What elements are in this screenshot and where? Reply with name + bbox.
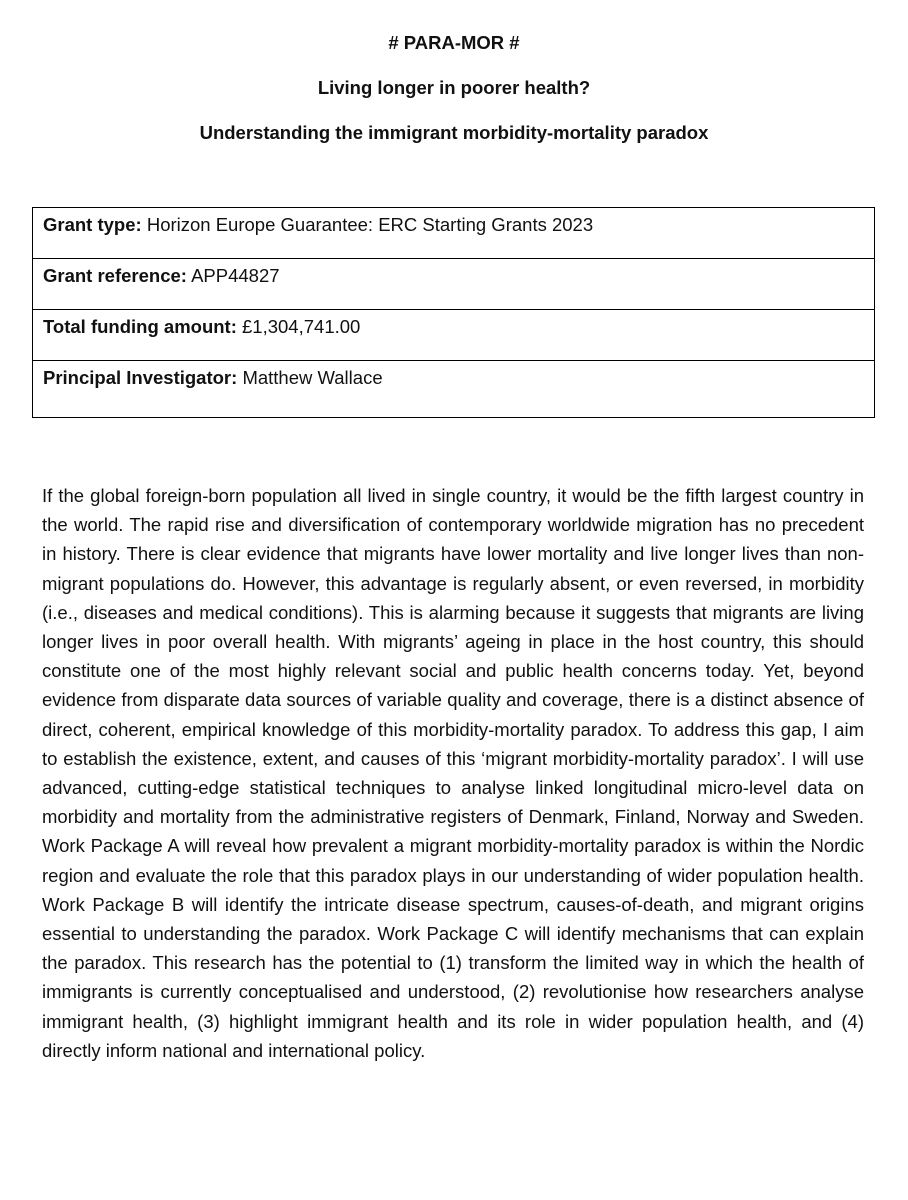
grant-type-value: Horizon Europe Guarantee: ERC Starting Grants 2023 [146, 214, 594, 235]
total-funding-row [33, 310, 875, 361]
total-funding-label: Total funding amount: [43, 316, 237, 337]
document-title: Living longer in poorer health? [317, 77, 591, 98]
abstract-paragraph: If the global foreign-born population all lived in single country, it would be the fifth largest country in the world. The rapid rise and diversification of contemporary worldwide migration has no precedent in history. There is clear evidence that migrants have lower mortality and live longer lives than non-migrant populations do. However, this advantage is regularly absent, or even reversed, in morbidity (i.e., diseases and medical conditions). This is alarming because it suggests that migrants are living longer lives in poor overall health. With migrants’ ageing in place in the host country, this should constitute one of the most highly relevant social and public health concerns today. Yet, beyond evidence from disparate data sources of variable quality and coverage, there is a distinct absence of direct, coherent, empirical knowledge of this morbidity-mortality paradox. To address this gap, I aim to establish the existence, extent, and causes of this ‘migrant morbidity-mortality paradox’. I will use advanced, cutting-edge statistical techniques to analyse linked longitudinal micro-level data on morbidity and mortality from the administrative registers of Denmark, Finland, Norway and Sweden. Work Package A will reveal how prevalent a migrant morbidity-mortality paradox is within the Nordic region and evaluate the role that this paradox plays in our understanding of wider population health. Work Package B will identify the intricate disease spectrum, causes-of-death, and migrant origins essential to understanding the paradox. Work Package C will identify mechanisms that can explain the paradox. This research has the potential to (1) transform the limited way in which the health of immigrants is currently conceptualised and understood, (2) revolutionise how researchers analyse immigrant health, (3) highlight immigrant health and its role in wider population health, and (4) directly inform national and international policy. [42, 485, 864, 1061]
grant-reference-value: APP44827 [191, 265, 280, 286]
principal-investigator-label: Principal Investigator: [43, 367, 238, 388]
grant-type-row [33, 208, 875, 259]
project-code: # PARA-MOR # [388, 32, 520, 53]
principal-investigator-row [33, 361, 875, 418]
grant-reference-row [33, 259, 875, 310]
grant-info-table [32, 207, 875, 418]
principal-investigator-value: Matthew Wallace [242, 367, 383, 388]
grant-type-label: Grant type: [43, 214, 142, 235]
total-funding-value: £1,304,741.00 [242, 316, 361, 337]
document-subtitle: Understanding the immigrant morbidity-mortality paradox [199, 122, 709, 143]
grant-reference-label: Grant reference: [43, 265, 187, 286]
